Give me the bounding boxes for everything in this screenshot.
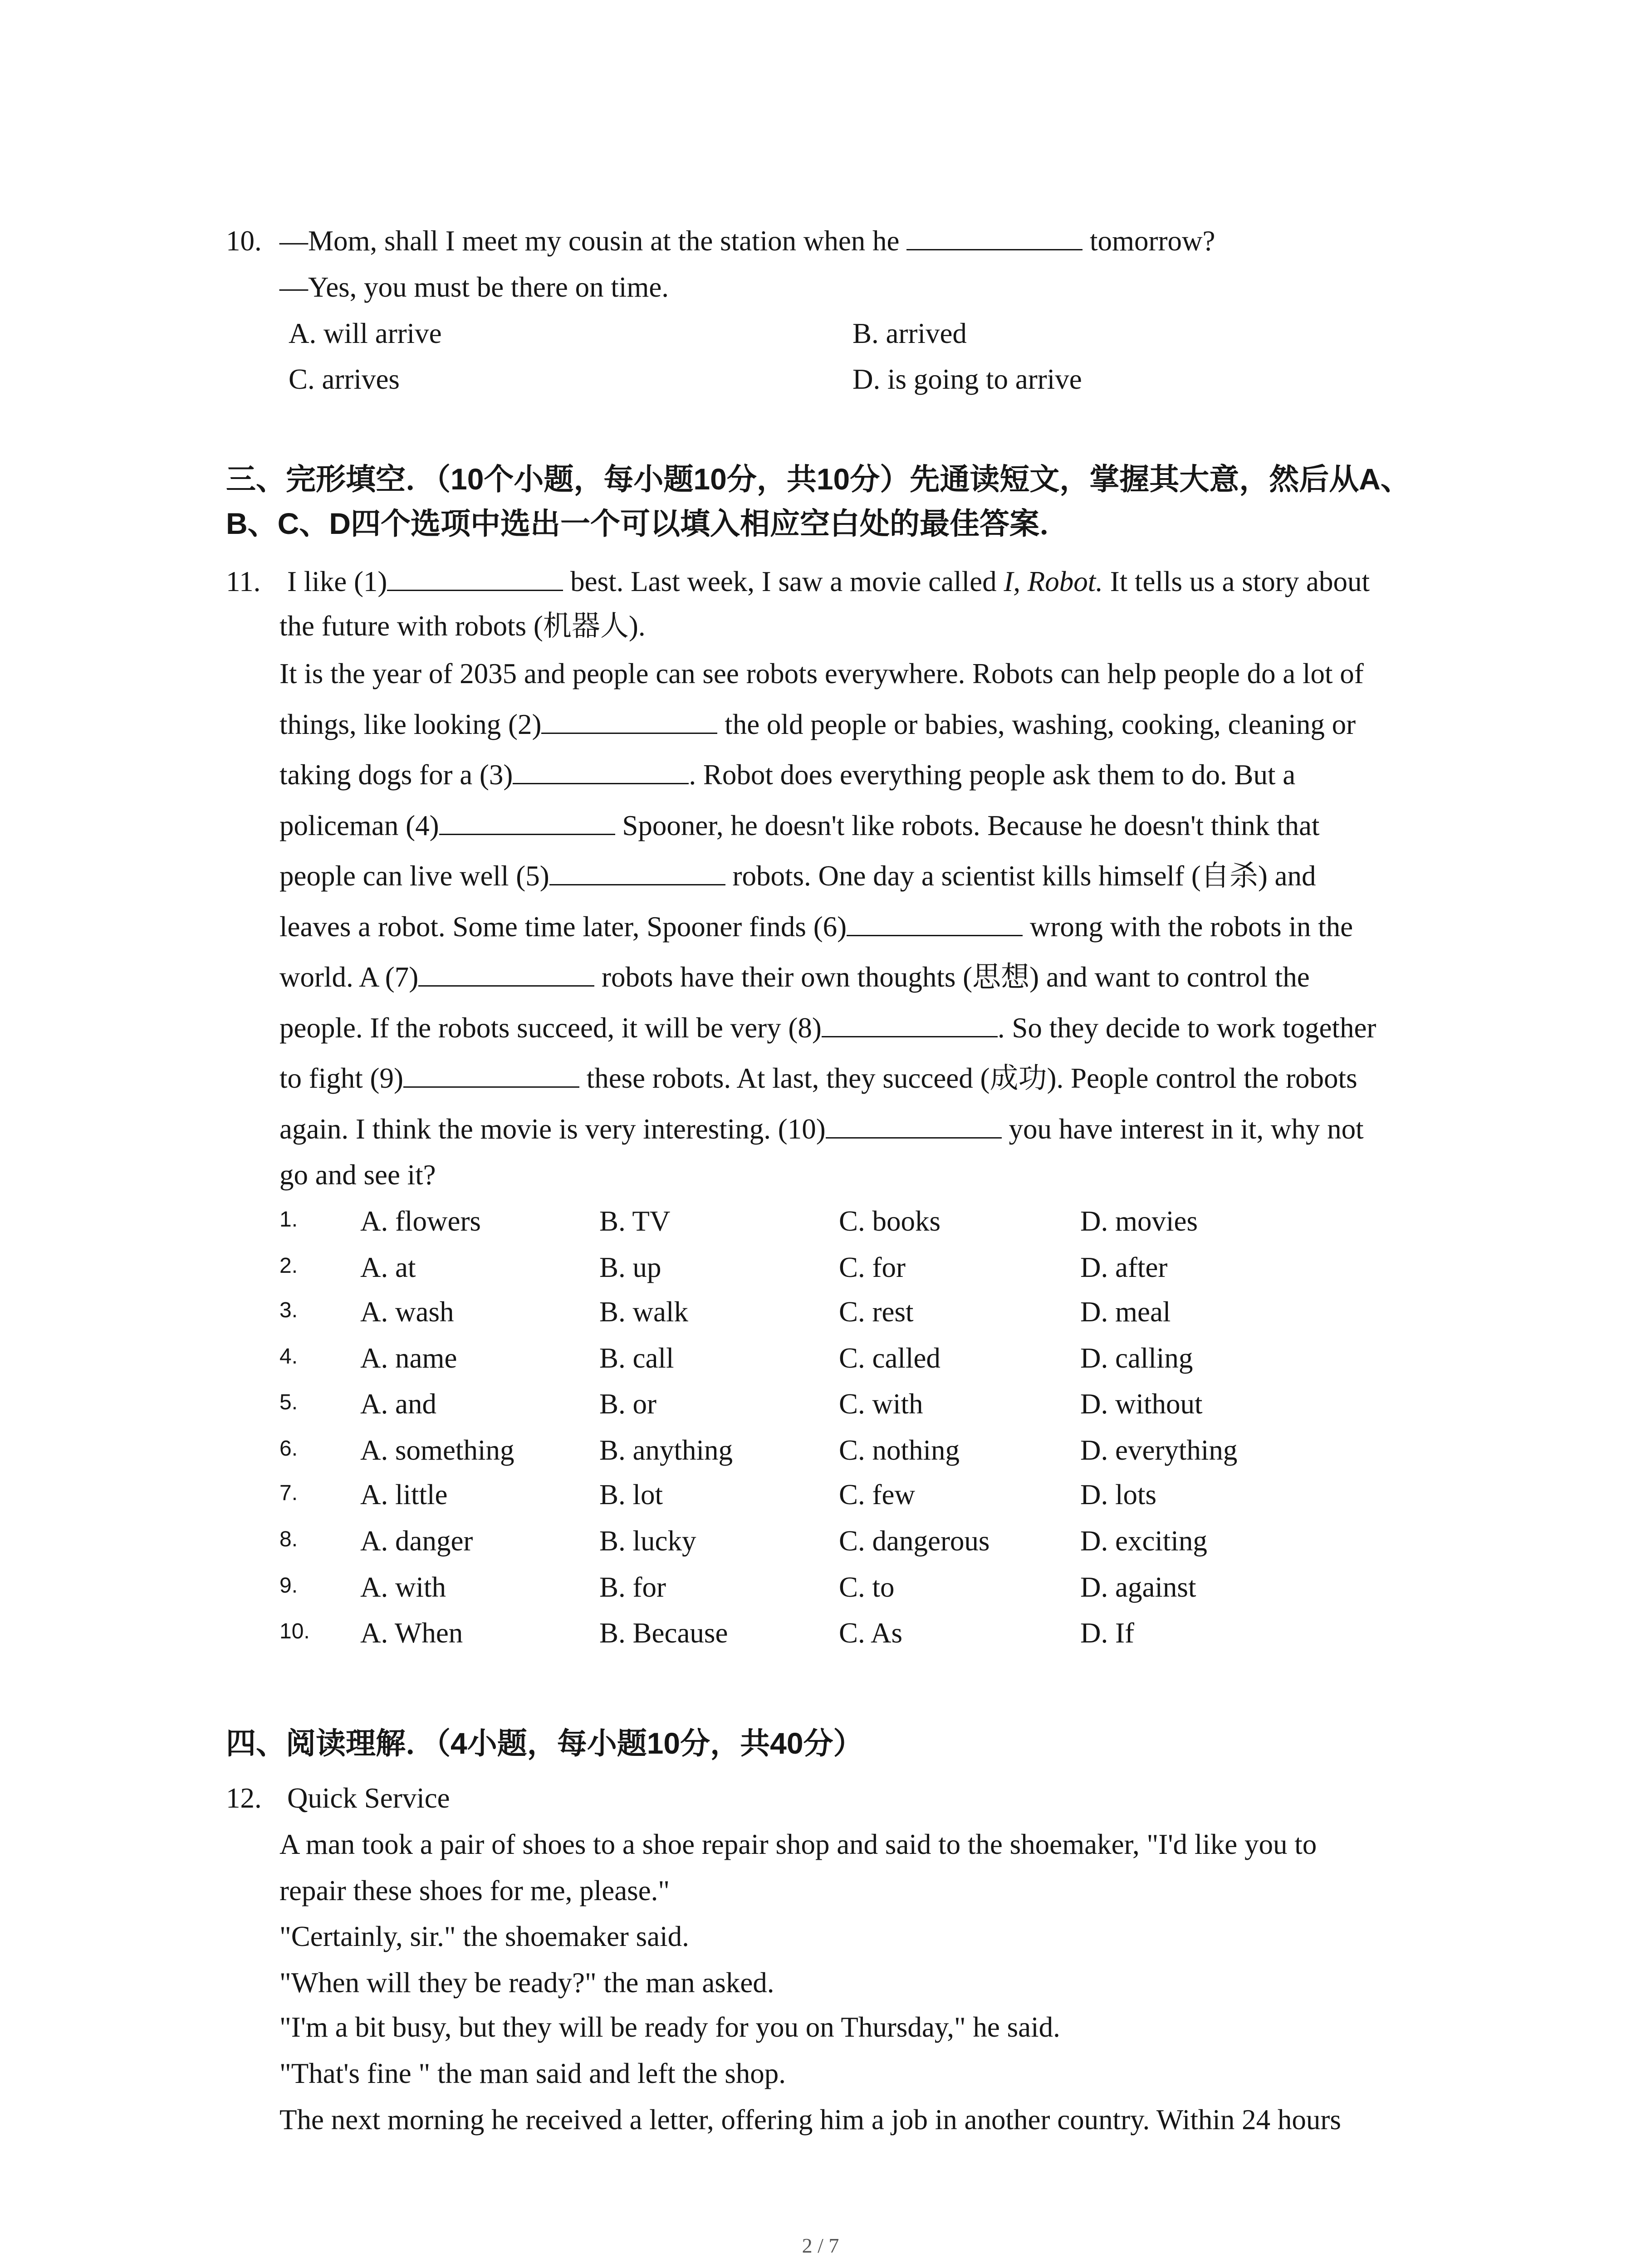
passage-text: I like (1) — [287, 566, 387, 597]
option-row — [0, 1387, 1641, 1421]
passage-text: wrong with the robots in the — [1023, 911, 1353, 943]
option-row-number: 3. — [279, 1298, 298, 1322]
passage-line — [279, 758, 1295, 792]
passage-line — [287, 564, 1370, 599]
passage-text: taking dogs for a (3) — [279, 759, 513, 791]
passage-text: these robots. At last, they succeed (成功). People control the robots — [579, 1062, 1357, 1094]
option-row — [0, 1433, 1641, 1467]
question-number: 10. — [226, 225, 262, 257]
option-row — [0, 362, 1641, 396]
option-row-number: 8. — [279, 1527, 298, 1551]
option-row — [0, 316, 1641, 351]
passage-text: people can live well (5) — [279, 860, 549, 892]
passage-line — [279, 859, 1316, 893]
option-c: C. rest — [839, 1296, 914, 1328]
option-b: B. or — [599, 1388, 656, 1420]
passage-text: policeman (4) — [279, 810, 439, 841]
option-b: B. for — [599, 1571, 666, 1603]
option-a: A. with — [360, 1571, 446, 1603]
option-row-number: 4. — [279, 1344, 298, 1369]
passage-line — [279, 960, 1310, 994]
option-c: C. few — [839, 1479, 915, 1510]
passage-text: Spooner, he doesn't like robots. Because he doesn't think that — [615, 810, 1320, 841]
answer-blank — [906, 231, 1083, 250]
option-row — [0, 1524, 1641, 1558]
passage-text: leaves a robot. Some time later, Spooner finds (6) — [279, 911, 847, 943]
option-c: C. arrives — [289, 363, 400, 395]
option-row-number: 10. — [279, 1619, 310, 1643]
option-d: D. without — [1080, 1388, 1203, 1420]
option-c: C. to — [839, 1571, 895, 1603]
option-b: B. lot — [599, 1479, 663, 1510]
answer-blank — [826, 1119, 1002, 1139]
option-row — [0, 1204, 1641, 1238]
option-a: A. flowers — [360, 1205, 481, 1237]
option-a: A. little — [360, 1479, 448, 1510]
movie-title: I, Robot. — [1004, 566, 1103, 597]
option-row — [0, 1570, 1641, 1604]
option-b: B. lucky — [599, 1525, 696, 1557]
question-number: 12. — [226, 1782, 262, 1814]
answer-blank — [513, 765, 689, 784]
passage-line: "That's fine " the man said and left the shop. — [279, 2058, 786, 2089]
option-d: D. lots — [1080, 1479, 1157, 1510]
option-row — [0, 1295, 1641, 1329]
option-a: A. wash — [360, 1296, 454, 1328]
option-a: A. and — [360, 1388, 436, 1420]
option-row-number: 7. — [279, 1481, 298, 1505]
passage-line — [279, 808, 1320, 843]
passage-text: again. I think the movie is very interesting. (10) — [279, 1113, 826, 1145]
option-c: C. called — [839, 1342, 941, 1374]
option-d: D. everything — [1080, 1434, 1238, 1466]
option-row — [0, 1477, 1641, 1512]
option-row-number: 2. — [279, 1254, 298, 1278]
option-b: B. call — [599, 1342, 674, 1374]
passage-line: repair these shoes for me, please." — [279, 1875, 670, 1906]
passage-line: "Certainly, sir." the shoemaker said. — [279, 1921, 689, 1952]
option-b: B. arrived — [852, 318, 967, 349]
option-row — [0, 1616, 1641, 1650]
option-row-number: 5. — [279, 1390, 298, 1414]
option-row — [0, 1341, 1641, 1375]
page-number: 2 / 7 — [802, 2234, 839, 2257]
passage-text: It tells us a story about — [1103, 566, 1370, 597]
option-b: B. anything — [599, 1434, 733, 1466]
section-heading: 三、完形填空．（10个小题，每小题10分，共10分）先通读短文，掌握其大意，然后从A、 — [226, 462, 1411, 496]
section-heading: 四、阅读理解．（4小题，每小题10分，共40分） — [226, 1726, 863, 1760]
option-b: B. walk — [599, 1296, 688, 1328]
passage-line — [279, 1061, 1357, 1095]
option-a: A. name — [360, 1342, 457, 1374]
passage-text: best. Last week, I saw a movie called — [563, 566, 1004, 597]
option-d: D. movies — [1080, 1205, 1198, 1237]
passage-line: It is the year of 2035 and people can see robots everywhere. Robots can help people do a lot of — [279, 658, 1364, 689]
passage-line: "I'm a bit busy, but they will be ready for you on Thursday," he said. — [279, 2011, 1060, 2043]
question-stem — [279, 224, 1215, 258]
passage-text: people. If the robots succeed, it will be very (8) — [279, 1012, 822, 1044]
answer-blank — [541, 714, 717, 734]
option-row — [0, 1250, 1641, 1285]
passage-line: A man took a pair of shoes to a shoe repair shop and said to the shoemaker, "I'd like you to — [279, 1828, 1317, 1860]
option-a: A. at — [360, 1251, 416, 1283]
passage-text: . Robot does everything people ask them to do. But a — [689, 759, 1296, 791]
option-b: B. TV — [599, 1205, 671, 1237]
answer-blank — [822, 1018, 998, 1037]
passage-text: robots. One day a scientist kills himself (自杀) and — [725, 860, 1316, 892]
passage-line — [279, 1112, 1364, 1146]
option-d: D. If — [1080, 1617, 1134, 1649]
passage-line: The next morning he received a letter, offering him a job in another country. Within 24 hours — [279, 2104, 1341, 2136]
option-c: C. for — [839, 1251, 906, 1283]
option-c: C. with — [839, 1388, 923, 1420]
option-row-number: 9. — [279, 1574, 298, 1598]
option-row-number: 1. — [279, 1207, 298, 1232]
option-d: D. is going to arrive — [852, 363, 1082, 395]
option-c: C. nothing — [839, 1434, 960, 1466]
answer-blank — [403, 1068, 579, 1088]
option-b: B. Because — [599, 1617, 728, 1649]
option-d: D. meal — [1080, 1296, 1171, 1328]
passage-text: things, like looking (2) — [279, 709, 542, 740]
stem-text: —Mom, shall I meet my cousin at the station when he — [279, 225, 907, 257]
option-a: A. danger — [360, 1525, 473, 1557]
option-c: C. As — [839, 1617, 903, 1649]
option-row-number: 6. — [279, 1437, 298, 1461]
answer-blank — [847, 917, 1023, 936]
question-reply: —Yes, you must be there on time. — [279, 271, 669, 303]
passage-line: "When will they be ready?" the man asked. — [279, 1967, 774, 1999]
answer-blank — [549, 866, 725, 885]
passage-line — [279, 1011, 1376, 1045]
option-a: A. something — [360, 1434, 514, 1466]
option-d: D. after — [1080, 1251, 1168, 1283]
stem-text: tomorrow? — [1083, 225, 1215, 257]
passage-title: Quick Service — [287, 1782, 450, 1814]
answer-blank — [418, 967, 594, 987]
passage-text: . So they decide to work together — [997, 1012, 1376, 1044]
option-c: C. dangerous — [839, 1525, 990, 1557]
section-heading: B、C、D四个选项中选出一个可以填入相应空白处的最佳答案． — [226, 507, 1069, 540]
option-b: B. up — [599, 1251, 661, 1283]
passage-text: the old people or babies, washing, cooking, cleaning or — [717, 709, 1356, 740]
passage-text: world. A (7) — [279, 961, 419, 993]
option-c: C. books — [839, 1205, 941, 1237]
option-a: A. will arrive — [289, 318, 442, 349]
passage-text: robots have their own thoughts (思想) and want to control the — [594, 961, 1310, 993]
passage-line — [279, 707, 1356, 742]
question-number: 11. — [226, 566, 261, 597]
option-a: A. When — [360, 1617, 463, 1649]
option-d: D. exciting — [1080, 1525, 1207, 1557]
passage-line — [279, 909, 1353, 944]
answer-blank — [439, 816, 615, 835]
option-d: D. against — [1080, 1571, 1196, 1603]
passage-text: you have interest in it, why not — [1001, 1113, 1364, 1145]
option-d: D. calling — [1080, 1342, 1193, 1374]
passage-text: to fight (9) — [279, 1062, 403, 1094]
passage-line: the future with robots (机器人). — [279, 610, 646, 642]
answer-blank — [387, 572, 563, 591]
passage-line: go and see it? — [279, 1159, 436, 1191]
